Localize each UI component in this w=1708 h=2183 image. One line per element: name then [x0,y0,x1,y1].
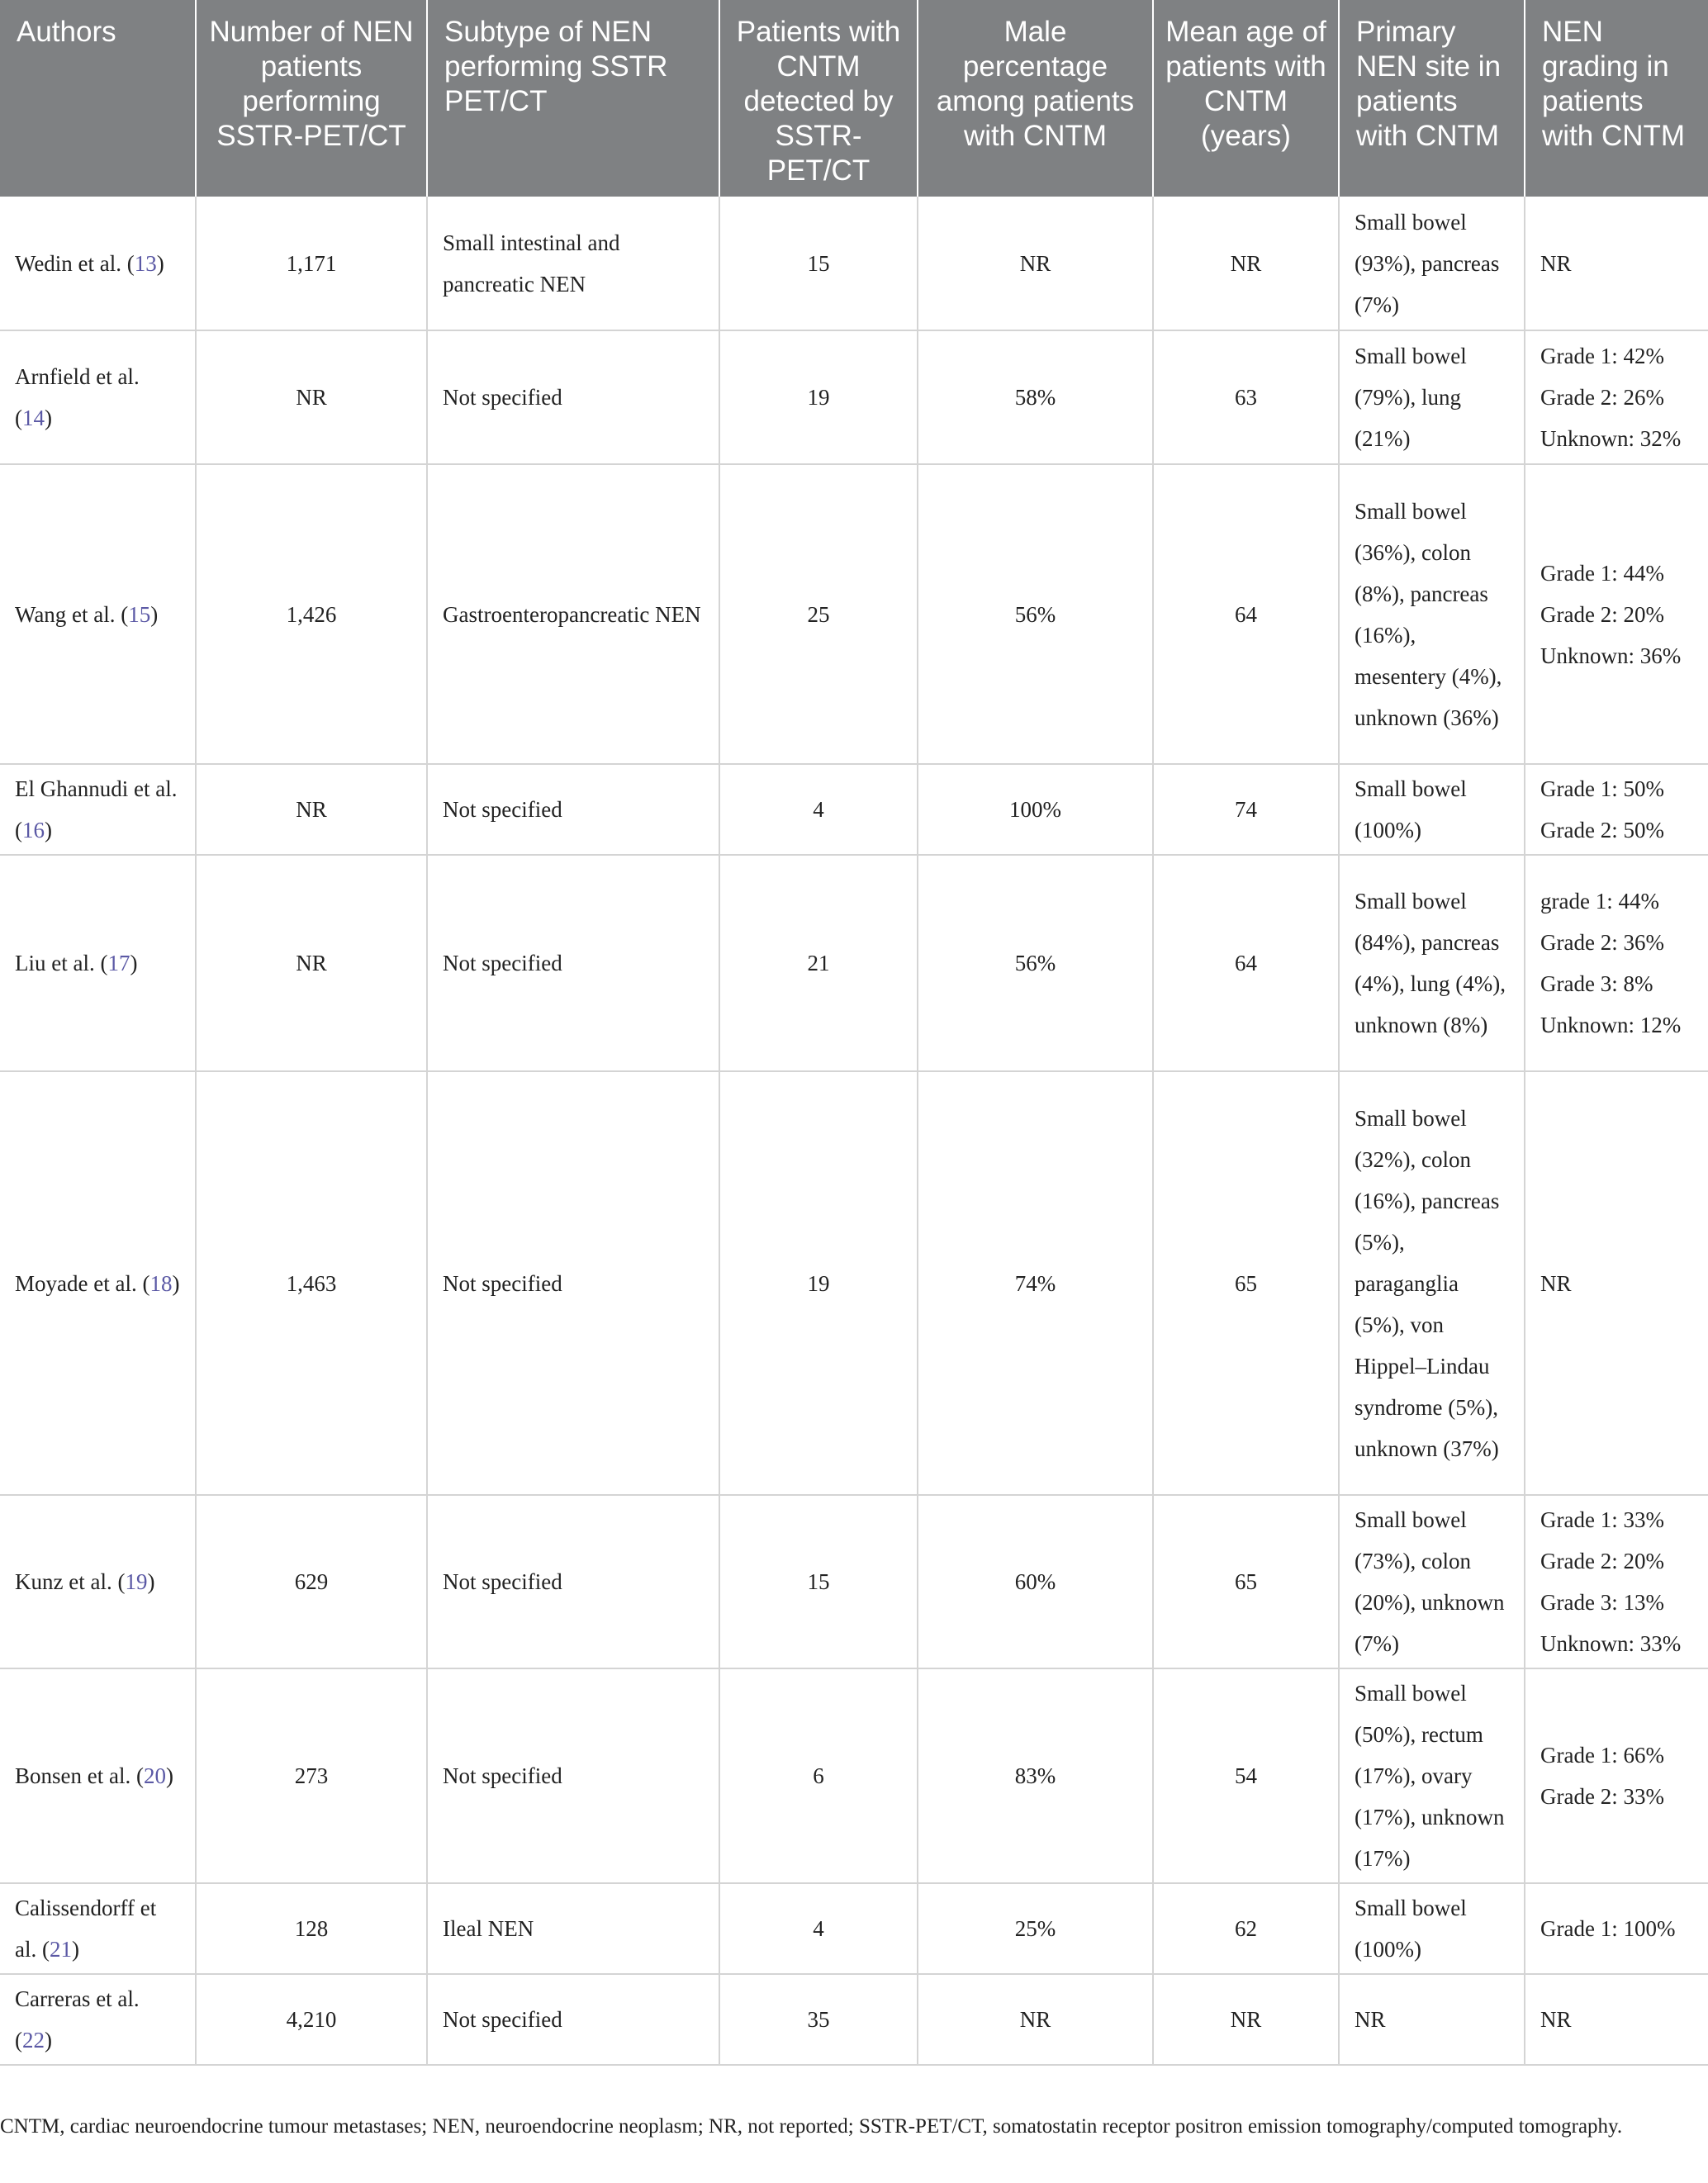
grading-line: Unknown: 12% [1540,1013,1682,1037]
cell-male-percentage: 83% [918,1668,1153,1883]
cell-number-patients: NR [196,764,427,855]
cell-number-patients: NR [196,855,427,1071]
reference-close-paren: ) [147,1569,155,1594]
grading-line: NR [1540,250,1572,276]
cell-primary-site: Small bowel (36%), colon (8%), pancreas (16%), mesentery (4%), unknown (36%) [1339,464,1525,764]
table-row [0,764,1708,855]
cell-subtype: Not specified [427,1495,719,1668]
author-name: Wang et al. ( [15,601,129,627]
header-cntm-detected: Patients with CNTM detected by SSTR-PET/CT [719,0,918,197]
cell-cntm-detected: 35 [719,1974,918,2065]
reference-link[interactable]: 16 [22,818,45,842]
reference-close-paren: ) [45,406,52,430]
cell-mean-age: 54 [1153,1668,1339,1883]
author-name: Moyade et al. ( [15,1270,150,1296]
cell-male-percentage: 56% [918,855,1153,1071]
table-row [0,855,1708,1071]
reference-link[interactable]: 18 [149,1270,173,1296]
cell-number-patients: 128 [196,1883,427,1974]
cell-subtype: Not specified [427,855,719,1071]
cell-grading [1525,197,1708,330]
reference-link[interactable]: 17 [107,951,130,975]
cell-mean-age: NR [1153,197,1339,330]
reference-close-paren: ) [130,951,138,975]
cell-number-patients: 1,463 [196,1071,427,1495]
cell-primary-site: Small bowel (73%), colon (20%), unknown (7%) [1339,1495,1525,1668]
cell-primary-site: Small bowel (100%) [1339,764,1525,855]
grading-line: grade 1: 44% [1540,889,1659,914]
grading-line: Grade 2: 20% [1540,601,1664,627]
grading-line: Grade 1: 50% [1540,776,1664,801]
cell-subtype: Small intestinal and pancreatic NEN [427,197,719,330]
cell-male-percentage: 58% [918,330,1153,464]
grading-line: Unknown: 32% [1540,426,1682,451]
grading-line: Grade 1: 33% [1540,1507,1664,1532]
header-grading: NEN grading in patients with CNTM [1525,0,1708,197]
cell-male-percentage: 25% [918,1883,1153,1974]
cell-mean-age: 63 [1153,330,1339,464]
cell-author [0,1071,196,1495]
author-name: Arnfield et al. ( [15,364,140,430]
cell-mean-age: 74 [1153,764,1339,855]
cell-grading [1525,464,1708,764]
cell-primary-site: Small bowel (93%), pancreas (7%) [1339,197,1525,330]
grading-line: Grade 2: 26% [1540,385,1664,410]
cell-grading [1525,764,1708,855]
grading-line: Unknown: 36% [1540,643,1682,668]
cell-grading [1525,1495,1708,1668]
reference-link[interactable]: 22 [22,2028,45,2052]
cell-mean-age: 64 [1153,855,1339,1071]
cell-cntm-detected: 25 [719,464,918,764]
reference-link[interactable]: 21 [49,1937,72,1962]
cell-male-percentage: 60% [918,1495,1153,1668]
cell-number-patients: 629 [196,1495,427,1668]
cell-subtype: Not specified [427,1071,719,1495]
table-row [0,330,1708,464]
cell-subtype: Not specified [427,330,719,464]
cell-number-patients: 4,210 [196,1974,427,2065]
cell-primary-site: Small bowel (84%), pancreas (4%), lung (4%), unknown (8%) [1339,855,1525,1071]
table-footnote: CNTM, cardiac neuroendocrine tumour metastases; NEN, neuroendocrine neoplasm; NR, not reported; SSTR-PET/CT, somatostatin receptor positron emission tomography/computed tomography. [0,2115,1623,2138]
reference-link[interactable]: 13 [134,250,157,276]
table-row [0,1071,1708,1495]
cell-author [0,197,196,330]
reference-link[interactable]: 15 [128,601,151,627]
author-name: El Ghannudi et al. ( [15,776,178,842]
reference-close-paren: ) [172,1270,180,1296]
cell-cntm-detected: 21 [719,855,918,1071]
cell-cntm-detected: 4 [719,1883,918,1974]
cell-subtype: Not specified [427,1974,719,2065]
cell-subtype: Not specified [427,1668,719,1883]
cell-number-patients: 1,171 [196,197,427,330]
grading-line: NR [1540,1270,1572,1296]
cell-author [0,1974,196,2065]
cell-grading [1525,330,1708,464]
cell-cntm-detected: 15 [719,1495,918,1668]
cell-primary-site: NR [1339,1974,1525,2065]
grading-line: Grade 3: 13% [1540,1590,1664,1615]
header-male-percentage: Male percentage among patients with CNTM [918,0,1153,197]
grading-line: Grade 2: 50% [1540,818,1664,842]
header-authors: Authors [0,0,196,197]
cell-grading [1525,1071,1708,1495]
grading-line: Grade 1: 42% [1540,344,1664,368]
cell-mean-age: 65 [1153,1495,1339,1668]
cell-mean-age: NR [1153,1974,1339,2065]
grading-line: Grade 1: 100% [1540,1916,1676,1941]
cell-number-patients: NR [196,330,427,464]
grading-line: Grade 2: 20% [1540,1549,1664,1573]
author-name: Bonsen et al. ( [15,1763,144,1788]
cell-cntm-detected: 19 [719,330,918,464]
table-row [0,197,1708,330]
grading-line: Unknown: 33% [1540,1631,1682,1656]
cell-subtype: Not specified [427,764,719,855]
header-primary-site: Primary NEN site in patients with CNTM [1339,0,1525,197]
cell-author [0,1668,196,1883]
cell-subtype: Gastroenteropancreatic NEN [427,464,719,764]
cell-primary-site: Small bowel (32%), colon (16%), pancreas (5%), paraganglia (5%), von Hippel–Lindau syndrome (5%), unknown (37%) [1339,1071,1525,1495]
reference-close-paren: ) [150,601,159,627]
reference-link[interactable]: 19 [125,1569,148,1594]
cell-author [0,1495,196,1668]
grading-line: Grade 1: 44% [1540,560,1664,586]
grading-line: Grade 1: 66% [1540,1743,1664,1768]
cell-cntm-detected: 4 [719,764,918,855]
cell-author [0,1883,196,1974]
grading-line: Grade 2: 36% [1540,930,1664,955]
grading-line: Grade 2: 33% [1540,1784,1664,1809]
cell-author [0,464,196,764]
cell-grading [1525,1668,1708,1883]
cell-mean-age: 62 [1153,1883,1339,1974]
cell-mean-age: 64 [1153,464,1339,764]
cell-grading [1525,1974,1708,2065]
cell-author [0,330,196,464]
reference-close-paren: ) [165,1763,173,1788]
author-name: Wedin et al. ( [15,250,135,276]
grading-line: NR [1540,2007,1572,2032]
table-body [0,197,1708,2065]
author-name: Kunz et al. ( [15,1569,126,1594]
table-row [0,1668,1708,1883]
author-name: Carreras et al. ( [15,1986,140,2052]
cell-subtype: Ileal NEN [427,1883,719,1974]
author-name: Calissendorff et al. ( [15,1896,157,1962]
table-row [0,464,1708,764]
cell-male-percentage: 100% [918,764,1153,855]
author-name: Liu et al. ( [15,951,108,975]
cell-mean-age: 65 [1153,1071,1339,1495]
cell-primary-site: Small bowel (50%), rectum (17%), ovary (17%), unknown (17%) [1339,1668,1525,1883]
cell-male-percentage: 74% [918,1071,1153,1495]
cell-primary-site: Small bowel (100%) [1339,1883,1525,1974]
cell-cntm-detected: 19 [719,1071,918,1495]
cell-primary-site: Small bowel (79%), lung (21%) [1339,330,1525,464]
reference-link[interactable]: 14 [22,406,45,430]
cell-male-percentage: NR [918,1974,1153,2065]
cell-cntm-detected: 15 [719,197,918,330]
reference-close-paren: ) [156,250,164,276]
header-subtype: Subtype of NEN performing SSTR PET/CT [427,0,719,197]
reference-close-paren: ) [71,1937,79,1962]
cell-cntm-detected: 6 [719,1668,918,1883]
table-row [0,1883,1708,1974]
cell-grading [1525,1883,1708,1974]
header-number-patients: Number of NEN patients performing SSTR-PET/CT [196,0,427,197]
reference-close-paren: ) [45,818,52,842]
cell-author [0,764,196,855]
cell-grading [1525,855,1708,1071]
table-row [0,1495,1708,1668]
reference-close-paren: ) [45,2028,52,2052]
table-header-row [0,0,1708,197]
table-row [0,1974,1708,2065]
cell-male-percentage: 56% [918,464,1153,764]
grading-line: Grade 3: 8% [1540,971,1653,996]
cell-number-patients: 1,426 [196,464,427,764]
reference-link[interactable]: 20 [143,1763,166,1788]
header-mean-age: Mean age of patients with CNTM (years) [1153,0,1339,197]
cell-number-patients: 273 [196,1668,427,1883]
cell-author [0,855,196,1071]
cell-male-percentage: NR [918,197,1153,330]
